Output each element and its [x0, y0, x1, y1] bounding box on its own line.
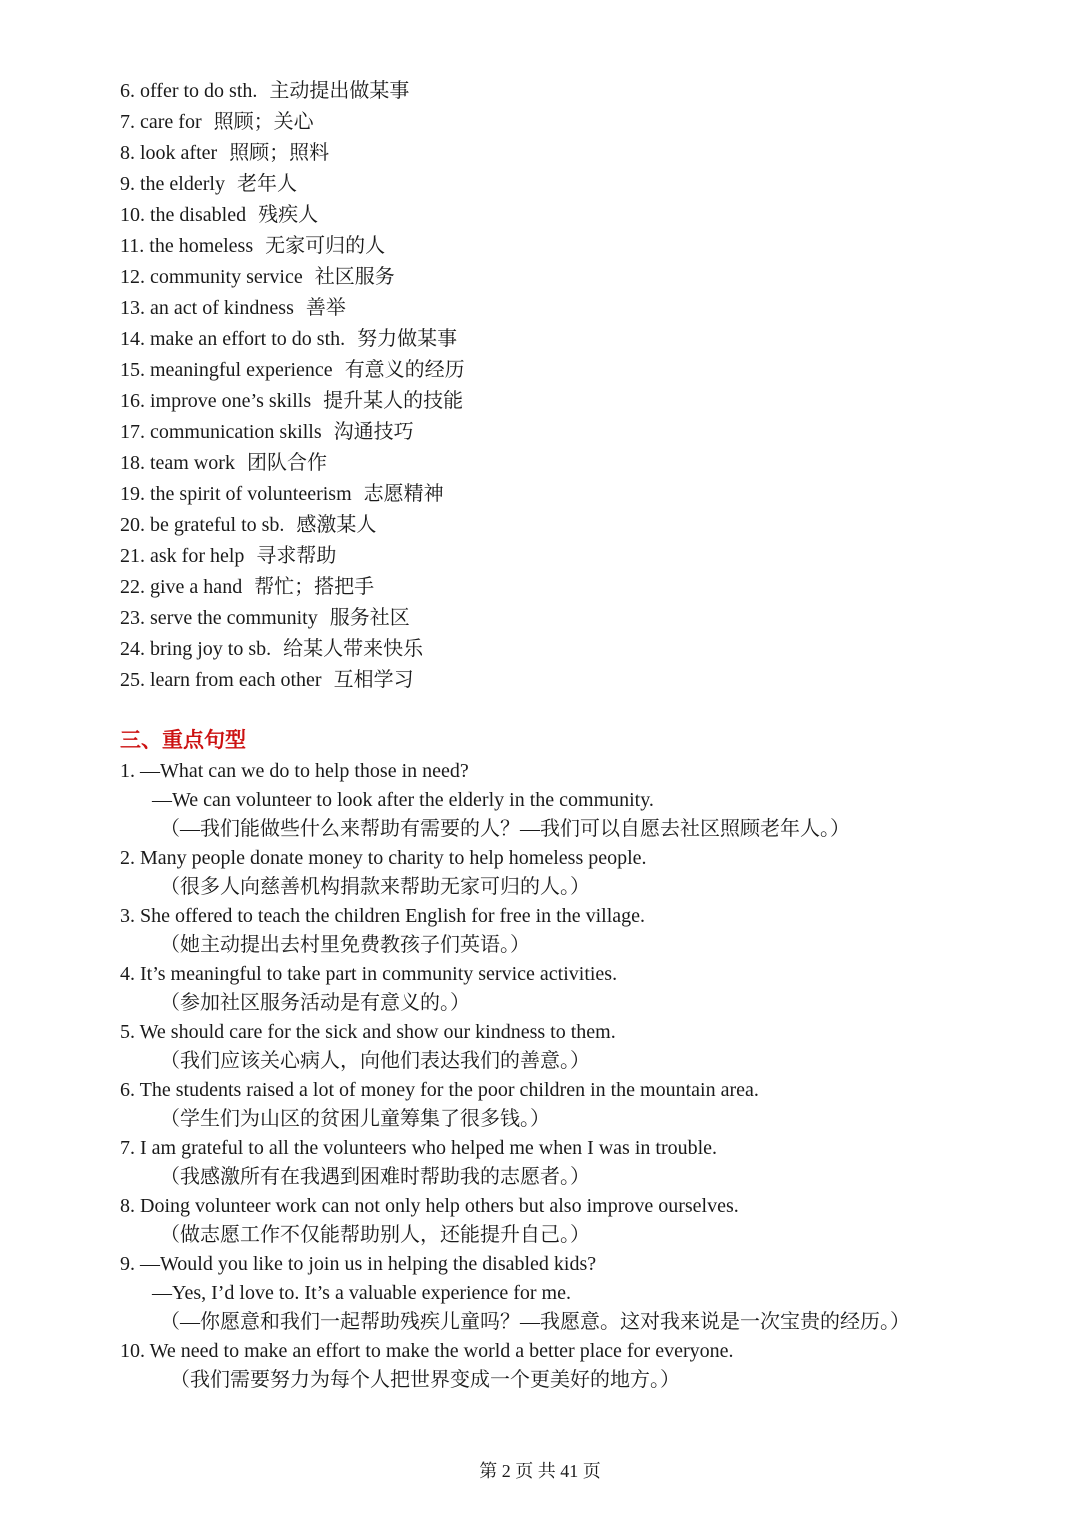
phrase-item — [120, 417, 1020, 448]
sentence-line: —Yes, I’d love to. It’s a valuable experience for me. — [152, 1282, 571, 1304]
phrase-zh: 社区服务 — [314, 266, 395, 288]
phrase-zh: 主动提出做某事 — [269, 80, 410, 102]
phrase-en: 24. bring joy to sb. — [120, 638, 272, 660]
phrase-en: 16. improve one’s skills — [120, 390, 312, 412]
phrase-item — [120, 479, 1020, 510]
phrase-zh: 互相学习 — [333, 669, 414, 691]
phrase-item — [120, 231, 1020, 262]
sentence-translation: （做志愿工作不仅能帮助别人，还能提升自己。） — [160, 1224, 590, 1246]
phrase-en: 8. look after — [120, 142, 218, 164]
phrase-en: 21. ask for help — [120, 545, 245, 567]
sentence-translation: （很多人向慈善机构捐款来帮助无家可归的人。） — [160, 876, 590, 898]
sentence-line: 6. The students raised a lot of money for the poor children in the mountain area. — [120, 1079, 759, 1101]
phrase-en: 13. an act of kindness — [120, 297, 294, 319]
phrase-item — [120, 665, 1020, 696]
phrase-item — [120, 138, 1020, 169]
phrase-list — [120, 76, 1020, 696]
phrase-zh: 服务社区 — [329, 607, 410, 629]
phrase-zh: 照顾；照料 — [229, 142, 330, 164]
phrase-en: 20. be grateful to sb. — [120, 514, 285, 536]
phrase-item — [120, 200, 1020, 231]
section-title: 三、重点句型 — [120, 728, 246, 752]
phrase-item — [120, 510, 1020, 541]
phrase-zh: 老年人 — [236, 173, 297, 195]
phrase-zh: 努力做某事 — [357, 328, 458, 350]
phrase-zh: 提升某人的技能 — [323, 390, 464, 412]
phrase-item — [120, 541, 1020, 572]
phrase-zh: 无家可归的人 — [265, 235, 386, 257]
phrase-en: 15. meaningful experience — [120, 359, 333, 381]
phrase-item — [120, 107, 1020, 138]
sentence-translation: （我们需要努力为每个人把世界变成一个更美好的地方。） — [170, 1369, 680, 1391]
phrase-zh: 残疾人 — [258, 204, 319, 226]
phrase-zh: 团队合作 — [246, 452, 327, 474]
phrase-item — [120, 262, 1020, 293]
sentence-line: —We can volunteer to look after the elderly in the community. — [152, 789, 654, 811]
phrase-en: 23. serve the community — [120, 607, 318, 629]
phrase-en: 7. care for — [120, 111, 202, 133]
phrase-en: 10. the disabled — [120, 204, 247, 226]
phrase-en: 18. team work — [120, 452, 235, 474]
phrase-zh: 沟通技巧 — [333, 421, 414, 443]
phrase-zh: 照顾；关心 — [213, 111, 314, 133]
sentence-line: 7. I am grateful to all the volunteers who helped me when I was in trouble. — [120, 1137, 718, 1159]
sentence-line: 9. —Would you like to join us in helping the disabled kids? — [120, 1253, 597, 1275]
phrase-zh: 志愿精神 — [363, 483, 444, 505]
phrase-zh: 善举 — [305, 297, 346, 319]
phrase-en: 12. community service — [120, 266, 303, 288]
sentence-translation: （她主动提出去村里免费教孩子们英语。） — [160, 934, 530, 956]
phrase-item — [120, 355, 1020, 386]
sentence-translation: （—你愿意和我们一起帮助残疾儿童吗？—我愿意。这对我来说是一次宝贵的经历。） — [160, 1311, 910, 1333]
sentence-line: 10. We need to make an effort to make the world a better place for everyone. — [120, 1340, 734, 1362]
phrase-item — [120, 76, 1020, 107]
sentence-line: 4. It’s meaningful to take part in community service activities. — [120, 963, 618, 985]
sentence-list — [120, 757, 1020, 1395]
phrase-en: 14. make an effort to do sth. — [120, 328, 346, 350]
phrase-en: 9. the elderly — [120, 173, 225, 195]
phrase-item — [120, 572, 1020, 603]
phrase-zh: 帮忙；搭把手 — [254, 576, 375, 598]
phrase-item — [120, 448, 1020, 479]
phrase-en: 6. offer to do sth. — [120, 80, 258, 102]
sentence-line: 2. Many people donate money to charity to help homeless people. — [120, 847, 647, 869]
phrase-zh: 寻求帮助 — [256, 545, 337, 567]
phrase-zh: 有意义的经历 — [344, 359, 465, 381]
sentence-translation: （—我们能做些什么来帮助有需要的人？—我们可以自愿去社区照顾老年人。） — [160, 818, 850, 840]
sentence-translation: （参加社区服务活动是有意义的。） — [160, 992, 470, 1014]
phrase-en: 25. learn from each other — [120, 669, 322, 691]
phrase-item — [120, 386, 1020, 417]
phrase-item — [120, 634, 1020, 665]
phrase-zh: 感激某人 — [296, 514, 377, 536]
sentence-line: 8. Doing volunteer work can not only help others but also improve ourselves. — [120, 1195, 739, 1217]
phrase-en: 19. the spirit of volunteerism — [120, 483, 352, 505]
sentence-line: 5. We should care for the sick and show our kindness to them. — [120, 1021, 616, 1043]
phrase-item — [120, 324, 1020, 355]
phrase-zh: 给某人带来快乐 — [283, 638, 424, 660]
phrase-item — [120, 169, 1020, 200]
page-number-footer: 第 2 页 共 41 页 — [479, 1461, 601, 1481]
phrase-en: 22. give a hand — [120, 576, 243, 598]
sentence-translation: （学生们为山区的贫困儿童筹集了很多钱。） — [160, 1108, 550, 1130]
sentence-line: 3. She offered to teach the children English for free in the village. — [120, 905, 645, 927]
phrase-item — [120, 603, 1020, 634]
phrase-en: 11. the homeless — [120, 235, 254, 257]
sentence-line: 1. —What can we do to help those in need? — [120, 760, 469, 782]
sentence-translation: （我们应该关心病人，向他们表达我们的善意。） — [160, 1050, 590, 1072]
phrase-en: 17. communication skills — [120, 421, 322, 443]
sentence-translation: （我感激所有在我遇到困难时帮助我的志愿者。） — [160, 1166, 590, 1188]
phrase-item — [120, 293, 1020, 324]
